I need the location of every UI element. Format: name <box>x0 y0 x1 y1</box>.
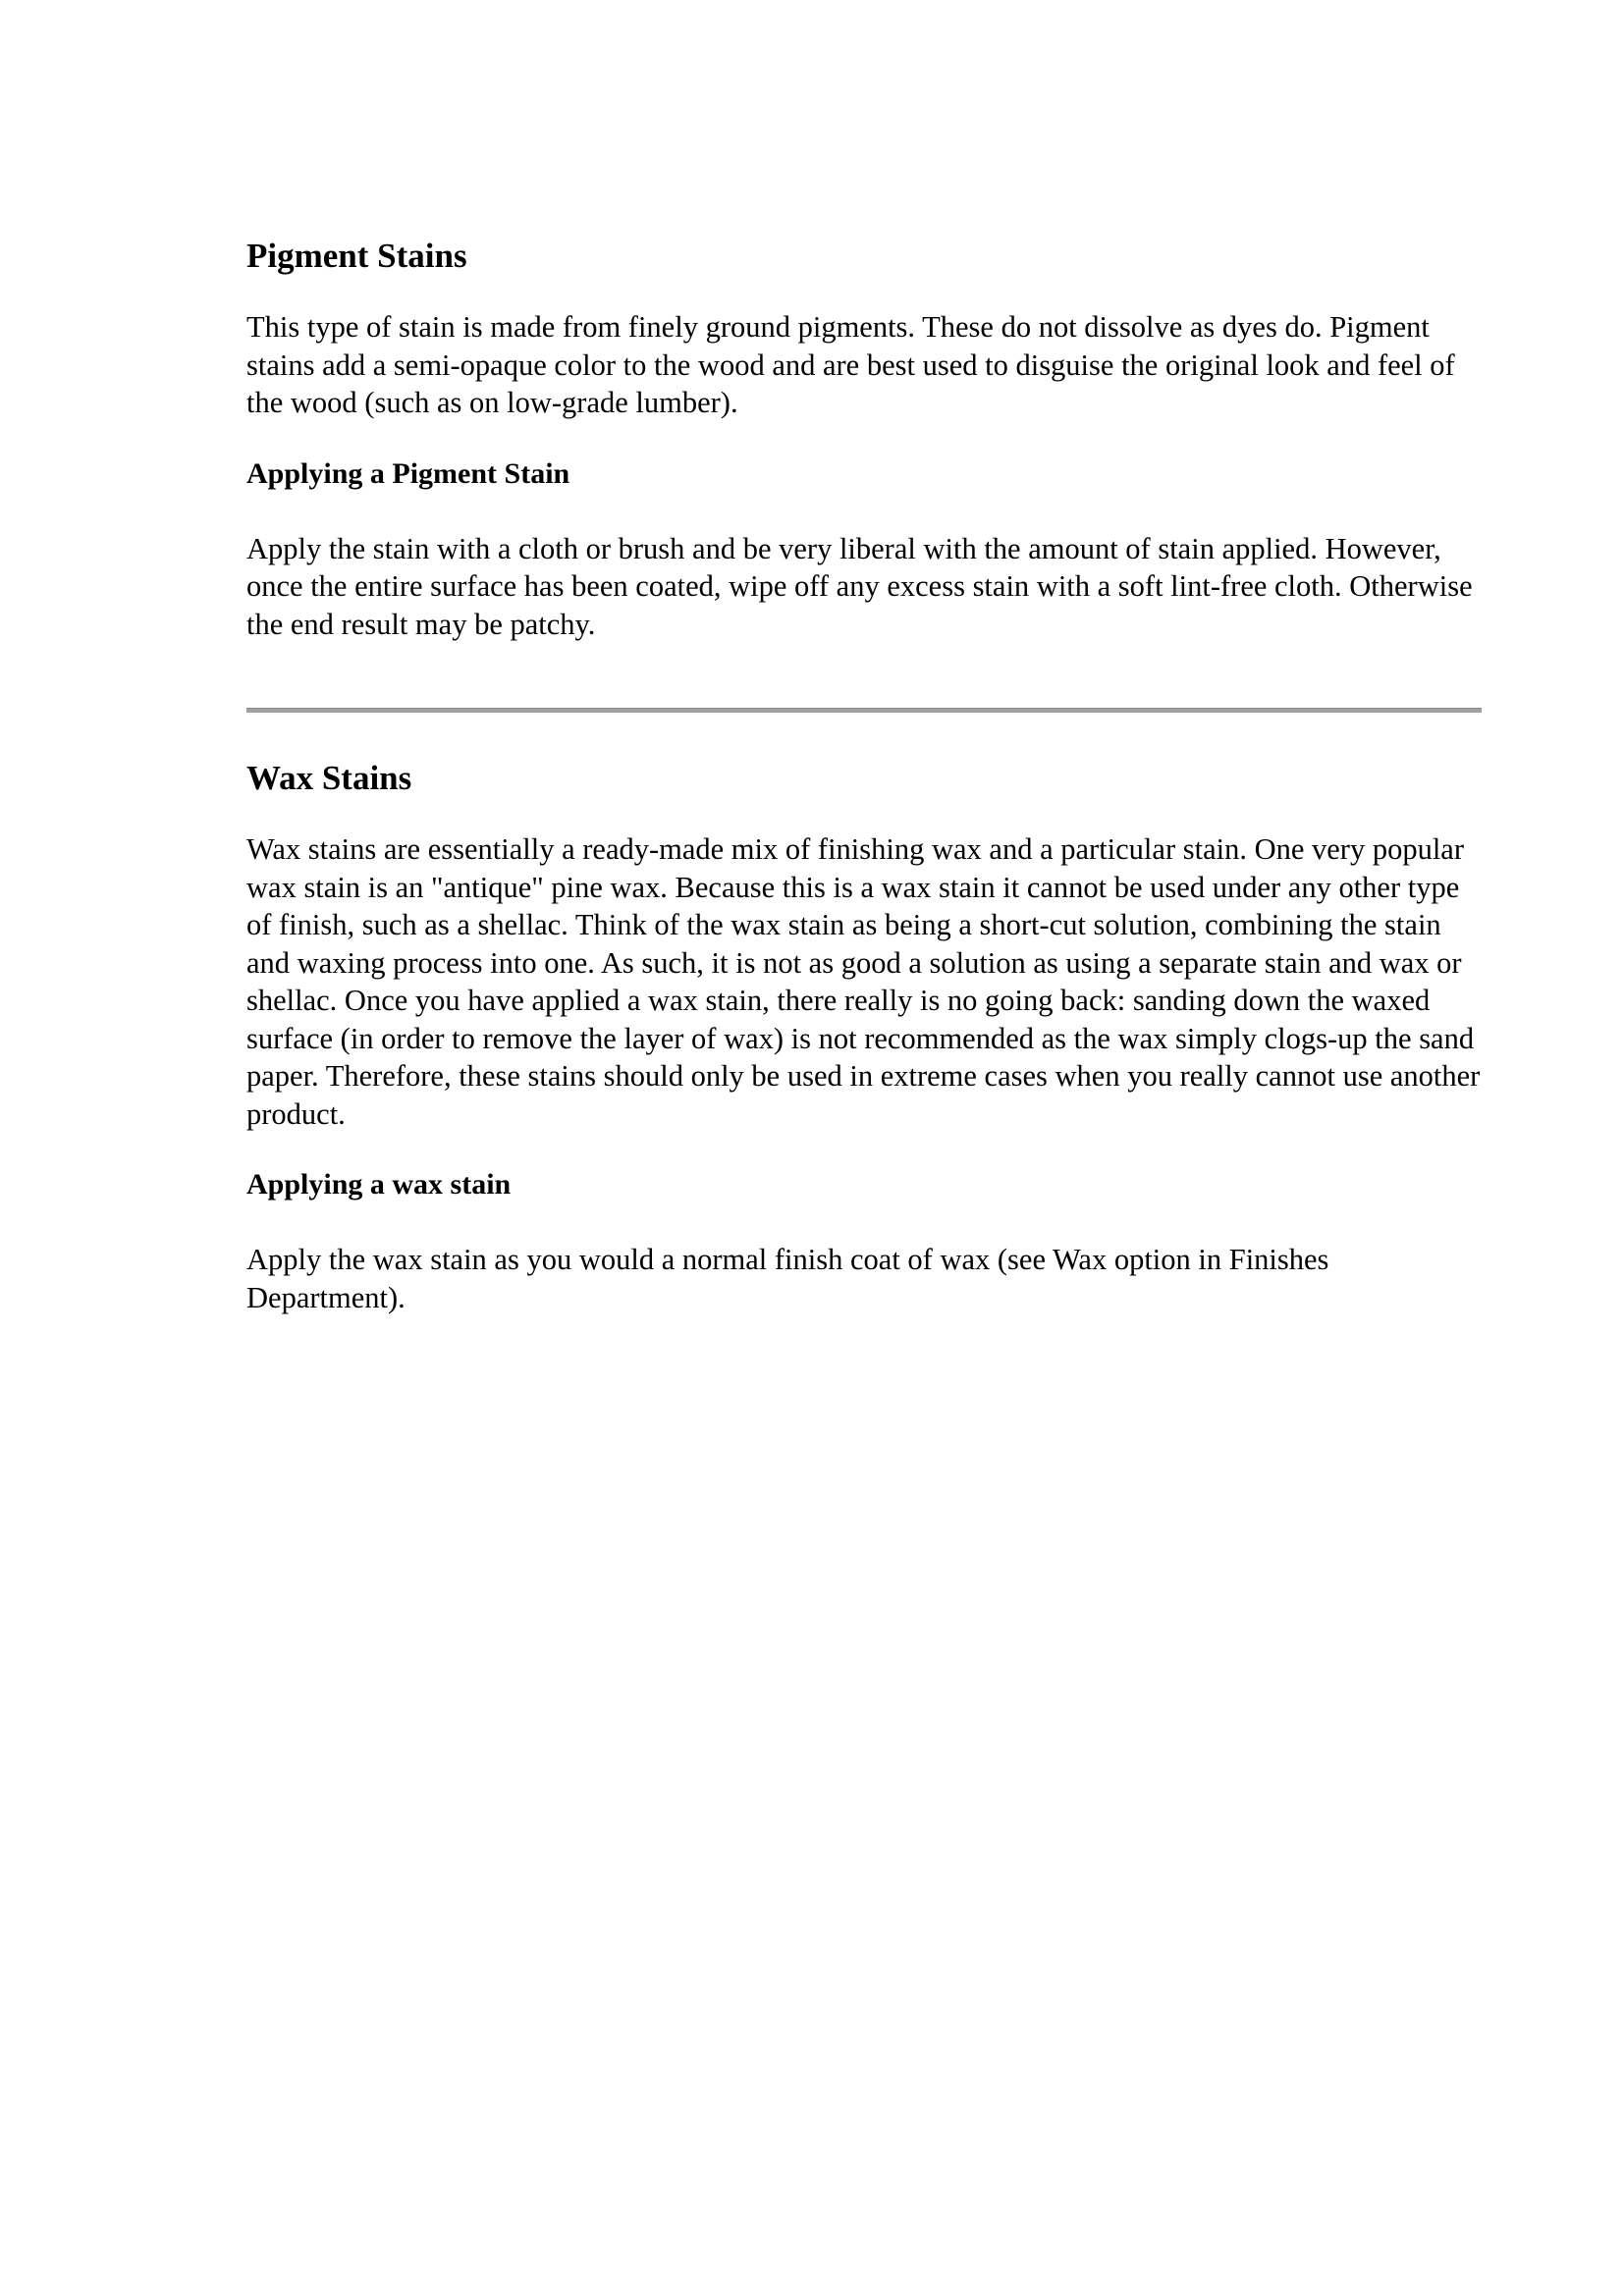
section-divider <box>246 708 1482 713</box>
pigment-stains-heading: Pigment Stains <box>246 237 467 275</box>
applying-wax-stain-paragraph: Apply the wax stain as you would a normal finish coat of wax (see Wax option in Finishes Department). <box>246 1243 1329 1314</box>
applying-pigment-stain-paragraph: Apply the stain with a cloth or brush and be very liberal with the amount of stain applied. However, once the entire surface has been coated, wipe off any excess stain with a soft lint-free cloth. Otherwise the end result may be patchy. <box>246 531 1473 641</box>
wax-stains-paragraph: Wax stains are essentially a ready-made mix of finishing wax and a particular stain. One very popular wax stain is an "antique" pine wax. Because this is a wax stain it cannot be used under any other type of finish, such as a shellac. Think of the wax stain as being a short-cut solution, combining the stain and waxing process into one. As such, it is not as good a solution as using a separate stain and wax or shellac. Once you have applied a wax stain, there really is no going back: sanding down the waxed surface (in order to remove the layer of wax) is not recommended as the wax simply clogs-up the sand paper. Therefore, these stains should only be used in extreme cases when you really cannot use another product. <box>246 832 1481 1131</box>
applying-wax-stain-heading: Applying a wax stain <box>246 1168 512 1201</box>
wax-stains-heading: Wax Stains <box>246 759 412 797</box>
pigment-stains-paragraph: This type of stain is made from finely ground pigments. These do not dissolve as dyes do. Pigment stains add a semi-opaque color to the wood and are best used to disguise the original look and feel of the wood (such as on low-grade lumber). <box>246 310 1455 419</box>
document-page <box>246 236 1484 1316</box>
applying-pigment-stain-heading: Applying a Pigment Stain <box>246 456 570 490</box>
